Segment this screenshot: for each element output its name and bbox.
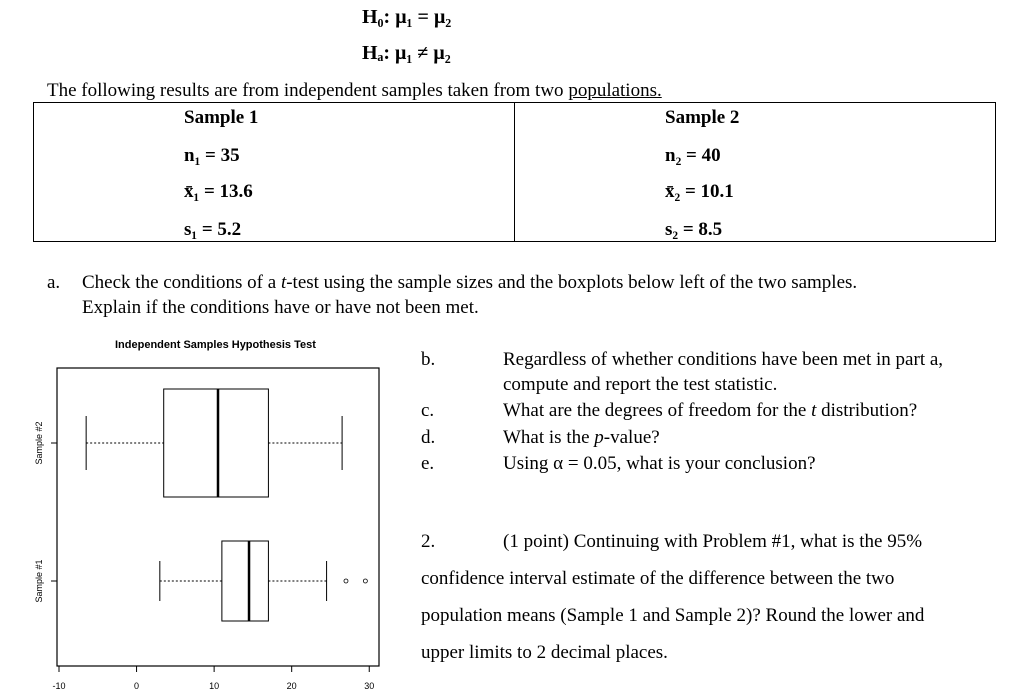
sample-1-y-label: Sample #1 [34, 559, 44, 603]
intro-text-main: The following results are from independent samples taken from two [47, 80, 569, 101]
question-d-italic: p [594, 427, 604, 448]
x-tick-label: 0 [134, 681, 140, 691]
question-b-line2: compute and report the test statistic. [503, 374, 778, 395]
question-c-label: c. [421, 400, 435, 421]
chart-title: Independent Samples Hypothesis Test [115, 339, 316, 351]
intro-text-underlined: populations. [568, 80, 662, 101]
x-tick-label: 30 [364, 681, 375, 691]
sample2-n: n₂ = 40 [665, 145, 721, 166]
intro-text [47, 80, 662, 102]
question-c-pre: What are the degrees of freedom for the [503, 400, 812, 421]
part-a-line1 [82, 272, 857, 294]
x-tick-label: 20 [286, 681, 297, 691]
sample1-mean: x̄₁ = 13.6 [184, 181, 253, 202]
sample1-column [34, 103, 515, 242]
sample1-n: n₁ = 35 [184, 145, 240, 166]
sample2-column [515, 103, 996, 242]
part-a-line1-pre: Check the conditions of a [82, 272, 281, 293]
question-c-italic: t [811, 400, 817, 421]
part-a-line2: Explain if the conditions have or have not been met. [82, 297, 479, 318]
alternative-hypothesis: Hₐ: μ₁ ≠ μ₂ [362, 42, 451, 64]
sample-1-outlier-1 [344, 579, 348, 583]
question-b-line1: Regardless of whether conditions have been met in part a, [503, 349, 944, 370]
question-d-text [503, 427, 660, 449]
samples-table [33, 102, 996, 242]
part-a-line1-italic: t [280, 272, 287, 293]
sample1-sd: s₁ = 5.2 [184, 219, 242, 240]
null-hypothesis: H₀: μ₁ = μ₂ [362, 6, 452, 28]
sample2-mean: x̄₂ = 10.1 [665, 181, 734, 202]
question-e-label: e. [421, 453, 435, 474]
question-d-pre: What is the [503, 427, 595, 448]
sample2-header: Sample 2 [665, 107, 740, 128]
question-b-label: b. [421, 349, 436, 370]
boxplot-chart [0, 355, 400, 692]
x-tick-label: 10 [209, 681, 220, 691]
sample-2-box [164, 389, 269, 497]
x-tick-label: -10 [52, 681, 66, 691]
question-d-post: -value? [603, 427, 660, 448]
problem2-line4: upper limits to 2 decimal places. [421, 642, 668, 663]
question-c-post: distribution? [816, 400, 918, 421]
problem2-line2: confidence interval estimate of the difference between the two [421, 568, 895, 589]
question-c-text [503, 400, 917, 422]
problem2-label: 2. [421, 531, 436, 552]
question-e-text: Using α = 0.05, what is your conclusion? [503, 453, 816, 474]
sample1-header: Sample 1 [184, 107, 259, 128]
sample-2-y-label: Sample #2 [34, 421, 44, 465]
sample2-sd: s₂ = 8.5 [665, 219, 723, 240]
part-a-line1-post: -test using the sample sizes and the boxplots below left of the two samples. [286, 272, 858, 293]
part-a-label: a. [47, 272, 61, 293]
sample-1-box [222, 541, 269, 621]
sample-1-outlier-2 [363, 579, 367, 583]
problem2-line1: (1 point) Continuing with Problem #1, what is the 95% [503, 531, 923, 552]
problem2-line3: population means (Sample 1 and Sample 2)? Round the lower and [421, 605, 925, 626]
question-d-label: d. [421, 427, 436, 448]
